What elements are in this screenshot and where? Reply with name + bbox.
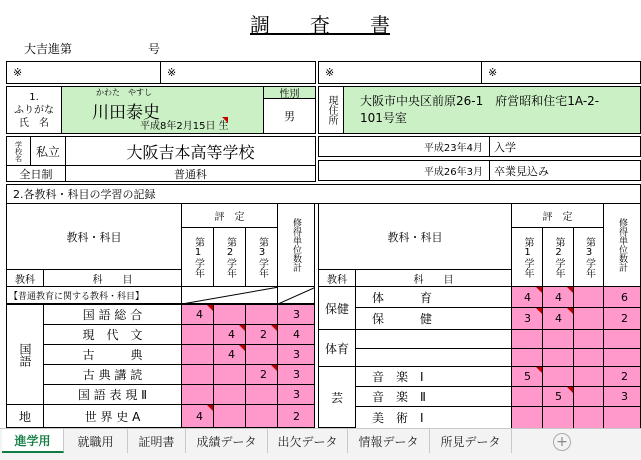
subject-name[interactable]: 国 語 総 合 <box>43 304 182 325</box>
grade-y3[interactable] <box>573 329 604 349</box>
right-year3-header: 第3学年 <box>573 227 604 287</box>
school-number-suffix: 号 <box>148 41 161 56</box>
grade-y2[interactable] <box>542 329 574 349</box>
subject-name[interactable]: 音 楽 Ⅰ <box>355 366 512 387</box>
subject-name[interactable] <box>355 329 512 349</box>
sheet-tab[interactable]: 就職用 <box>64 429 128 453</box>
left-year1-header: 第1学年 <box>181 227 214 287</box>
name-label-cell <box>6 86 62 134</box>
grade-y2[interactable] <box>542 366 574 387</box>
grade-y3[interactable] <box>245 344 278 365</box>
general-section-header: 【普通教育に関する教科・科目】 <box>6 286 182 304</box>
kome-cell-3[interactable] <box>318 61 482 84</box>
grade-y3[interactable] <box>573 348 604 367</box>
group-gei[interactable]: 芸 <box>318 366 356 428</box>
grade-y3[interactable] <box>573 386 604 407</box>
grade-y1[interactable] <box>181 384 214 405</box>
student-name: 川田泰史 <box>92 103 160 123</box>
left-subject-header: 教科・科目 <box>6 203 182 270</box>
school-type[interactable]: 私立 <box>30 136 66 166</box>
sheet-tab[interactable]: 出欠データ <box>268 429 348 453</box>
school-system[interactable]: 全日制 <box>6 165 66 182</box>
grade-y1[interactable]: 4 <box>181 304 214 325</box>
grade-y1[interactable] <box>511 406 543 429</box>
left-kamoku-header: 科 目 <box>43 269 182 287</box>
birth-date[interactable] <box>140 116 264 132</box>
plus-circle-icon: + <box>556 434 568 450</box>
address-value[interactable]: 大阪市中央区前原26-1 府営昭和住宅1A-2-101号室 <box>343 86 641 134</box>
grade-y1[interactable] <box>181 324 214 345</box>
admission-date[interactable]: 平成23年4月 <box>318 136 490 157</box>
graduation-label[interactable]: 卒業見込み <box>489 160 641 181</box>
grade-y1[interactable] <box>181 364 214 385</box>
grade-y2[interactable]: 4 <box>542 307 574 330</box>
right-subject-header: 教科・科目 <box>318 203 512 270</box>
general-header-grades <box>181 286 278 304</box>
sheet-tab[interactable]: 証明書 <box>128 429 186 453</box>
address-label: 現住所 <box>318 86 344 134</box>
grade-y2[interactable] <box>542 348 574 367</box>
kome-cell-4[interactable] <box>481 61 641 84</box>
credit-total[interactable]: 3 <box>603 386 641 407</box>
kome-mark: ※ <box>488 66 498 79</box>
left-credits-header: 修得単位数計 <box>277 203 315 287</box>
subject-name[interactable]: 古 典 <box>43 344 182 365</box>
birth-date-value: 平成8年2月15日 <box>140 120 216 132</box>
school-course[interactable]: 普通科 <box>65 165 316 182</box>
grade-y1[interactable] <box>511 386 543 407</box>
group-chireki[interactable]: 地 <box>6 404 44 428</box>
credit-total[interactable]: 3 <box>277 304 315 325</box>
credit-total[interactable]: 3 <box>277 344 315 365</box>
left-year3-header: 第3学年 <box>245 227 278 287</box>
grade-y2[interactable] <box>213 384 246 405</box>
grade-y1[interactable] <box>511 348 543 367</box>
grade-y2[interactable] <box>542 406 574 429</box>
kome-mark: ※ <box>13 66 23 79</box>
grade-y2[interactable]: 5 <box>542 386 574 407</box>
sheet-tab-bar <box>0 428 641 460</box>
subject-name[interactable]: 美 術 Ⅰ <box>355 406 512 429</box>
furigana-value: かわた やすし <box>96 88 152 97</box>
school-name[interactable]: 大阪吉本高等学校 <box>65 136 316 166</box>
grade-y2[interactable] <box>213 364 246 385</box>
furigana-label: ふりがな <box>14 104 54 116</box>
credit-total[interactable]: 3 <box>277 364 315 385</box>
right-year2-header: 第2学年 <box>542 227 574 287</box>
group-taiiku[interactable]: 体育 <box>318 329 356 367</box>
graduation-date[interactable]: 平成26年3月 <box>318 160 490 181</box>
right-year1-header: 第1学年 <box>511 227 543 287</box>
grade-y3[interactable] <box>245 404 278 428</box>
left-kyoka-header: 教科 <box>6 269 44 287</box>
school-number-prefix: 大吉進第 <box>24 41 73 56</box>
diagonal-line <box>278 287 315 304</box>
credit-total[interactable]: 4 <box>277 324 315 345</box>
left-hyotei-header: 評 定 <box>181 203 278 228</box>
kome-mark: ※ <box>167 66 177 79</box>
sheet-tab[interactable]: 進学用 <box>2 429 64 453</box>
subject-name[interactable]: 音 楽 Ⅱ <box>355 386 512 407</box>
general-header-credits <box>277 286 315 304</box>
comment-marker <box>222 117 228 123</box>
kome-cell-2[interactable] <box>160 61 316 84</box>
document-title: 調 査 書 <box>250 12 390 36</box>
grade-y2[interactable]: 4 <box>213 344 246 365</box>
subject-name[interactable]: 古 典 講 読 <box>43 364 182 385</box>
group-kokugo[interactable]: 国語 <box>6 304 44 405</box>
grade-y2[interactable] <box>213 404 246 428</box>
grade-y1[interactable]: 3 <box>511 307 543 330</box>
subject-name[interactable]: 体 育 <box>355 286 512 308</box>
right-hyotei-header: 評 定 <box>511 203 604 228</box>
credit-total[interactable] <box>603 329 641 349</box>
grade-y2[interactable] <box>213 304 246 325</box>
grade-y3[interactable] <box>573 286 604 308</box>
diagonal-line <box>182 287 278 304</box>
grade-y2[interactable]: 4 <box>542 286 574 308</box>
group-hoken[interactable]: 保健 <box>318 286 356 330</box>
sheet-tab[interactable]: 所見データ <box>430 429 512 453</box>
left-year2-header: 第2学年 <box>213 227 246 287</box>
sheet-tab[interactable]: 情報データ <box>348 429 430 453</box>
grade-y3[interactable]: 2 <box>245 324 278 345</box>
grade-y2[interactable]: 4 <box>213 324 246 345</box>
name-label: 氏 名 <box>19 117 49 129</box>
birth-suffix: 生 <box>218 120 229 132</box>
grade-y1[interactable] <box>181 344 214 365</box>
grade-y3[interactable] <box>573 366 604 387</box>
kome-mark: ※ <box>325 66 335 79</box>
right-credits-header: 修得単位数計 <box>603 203 641 287</box>
sheet-tab[interactable]: 成績データ <box>186 429 268 453</box>
grade-y3[interactable] <box>573 307 604 330</box>
grade-y3[interactable]: 2 <box>245 364 278 385</box>
grade-y1[interactable] <box>511 329 543 349</box>
sex-label: 性別 <box>263 86 316 99</box>
grade-y3[interactable] <box>245 304 278 325</box>
admission-label[interactable]: 入学 <box>489 136 641 157</box>
right-kamoku-header: 科 目 <box>355 269 512 287</box>
grade-y3[interactable] <box>573 406 604 429</box>
add-sheet-button[interactable] <box>553 433 571 451</box>
credit-total[interactable]: 2 <box>603 307 641 330</box>
grade-y1[interactable]: 4 <box>511 286 543 308</box>
subject-name[interactable]: 世 界 史 A <box>43 404 182 428</box>
grade-y1[interactable]: 4 <box>181 404 214 428</box>
subject-name[interactable] <box>355 348 512 367</box>
credit-total[interactable] <box>603 406 641 429</box>
section-number: 1. <box>29 91 39 103</box>
subject-name[interactable]: 国 語 表 現 Ⅱ <box>43 384 182 405</box>
credit-total[interactable]: 6 <box>603 286 641 308</box>
right-kyoka-header: 教科 <box>318 269 356 287</box>
credit-total[interactable]: 2 <box>603 366 641 387</box>
credit-total[interactable] <box>603 348 641 367</box>
section-title: 2.各教科・科目の学習の記録 <box>6 184 641 204</box>
grade-y3[interactable] <box>245 384 278 405</box>
grade-y1[interactable]: 5 <box>511 366 543 387</box>
subject-name[interactable]: 保 健 <box>355 307 512 330</box>
sex-value[interactable]: 男 <box>263 98 316 134</box>
subject-name[interactable]: 現 代 文 <box>43 324 182 345</box>
credit-total[interactable]: 2 <box>277 404 315 428</box>
credit-total[interactable]: 3 <box>277 384 315 405</box>
school-label: 学校名 <box>6 136 31 166</box>
kome-cell-1[interactable] <box>6 61 161 84</box>
